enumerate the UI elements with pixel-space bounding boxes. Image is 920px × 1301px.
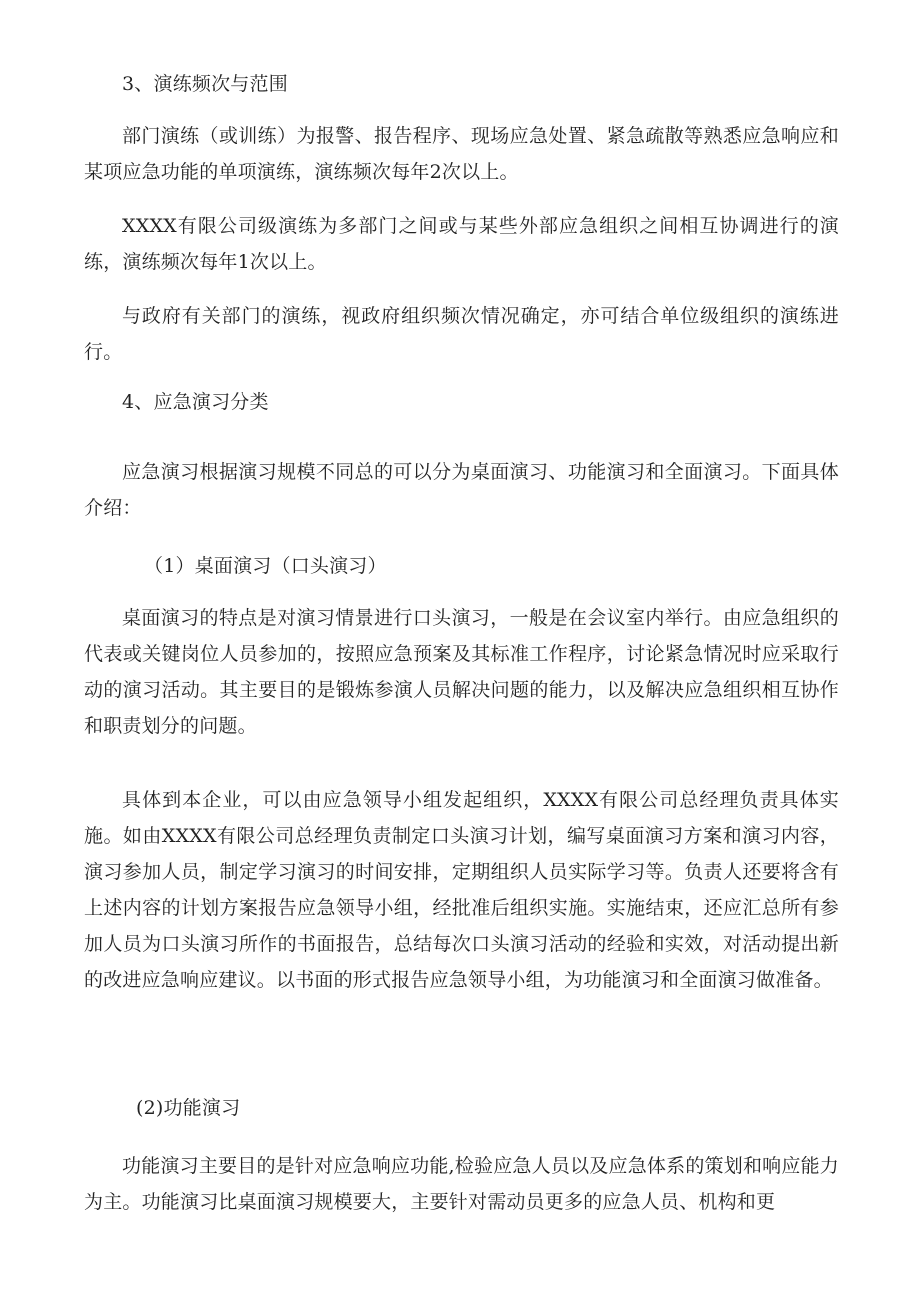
section-heading-drill-frequency: 3、演练频次与范围 [122, 73, 288, 95]
subheading-functional-exercise: (2)功能演习 [136, 1097, 241, 1119]
paragraph-government-drill: 与政府有关部门的演练，视政府组织频次情况确定，亦可结合单位级组织的演练进行。 [84, 305, 839, 363]
paragraph-department-drill: 部门演练（或训练）为报警、报告程序、现场应急处置、紧急疏散等熟悉应急响应和某项应急功能的单项演练，演练频次每年2次以上。 [84, 125, 839, 183]
paragraph-tabletop-description: 桌面演习的特点是对演习情景进行口头演习，一般是在会议室内举行。由应急组织的代表或关键岗位人员参加的，按照应急预案及其标准工作程序，讨论紧急情况时应采取行动的演习活动。其主要目的是锻炼参演人员解决问题的能力，以及解决应急组织相互协作和职责划分的问题。 [84, 607, 839, 737]
subheading-tabletop-exercise: （1）桌面演习（口头演习） [144, 555, 387, 577]
paragraph-company-drill: XXXX有限公司级演练为多部门之间或与某些外部应急组织之间相互协调进行的演练，演练频次每年1次以上。 [84, 215, 839, 273]
paragraph-functional-description: 功能演习主要目的是针对应急响应功能,检验应急人员以及应急体系的策划和响应能力为主。功能演习比桌面演习规模要大，主要针对需动员更多的应急人员、机构和更 [84, 1155, 839, 1213]
section-heading-exercise-types: 4、应急演习分类 [122, 391, 269, 413]
paragraph-exercise-intro: 应急演习根据演习规模不同总的可以分为桌面演习、功能演习和全面演习。下面具体介绍： [84, 461, 839, 519]
paragraph-tabletop-implementation: 具体到本企业，可以由应急领导小组发起组织，XXXX有限公司总经理负责具体实施。如由XXXX有限公司总经理负责制定口头演习计划，编写桌面演习方案和演习内容，演习参加人员，制定学习演习的时间安排，定期组织人员实际学习等。负责人还要将含有上述内容的计划方案报告应急领导小组，经批准后组织实施。实施结束，还应汇总所有参加人员为口头演习所作的书面报告，总结每次口头演习活动的经验和实效，对活动提出新的改进应急响应建议。以书面的形式报告应急领导小组，为功能演习和全面演习做准备。 [84, 789, 839, 991]
